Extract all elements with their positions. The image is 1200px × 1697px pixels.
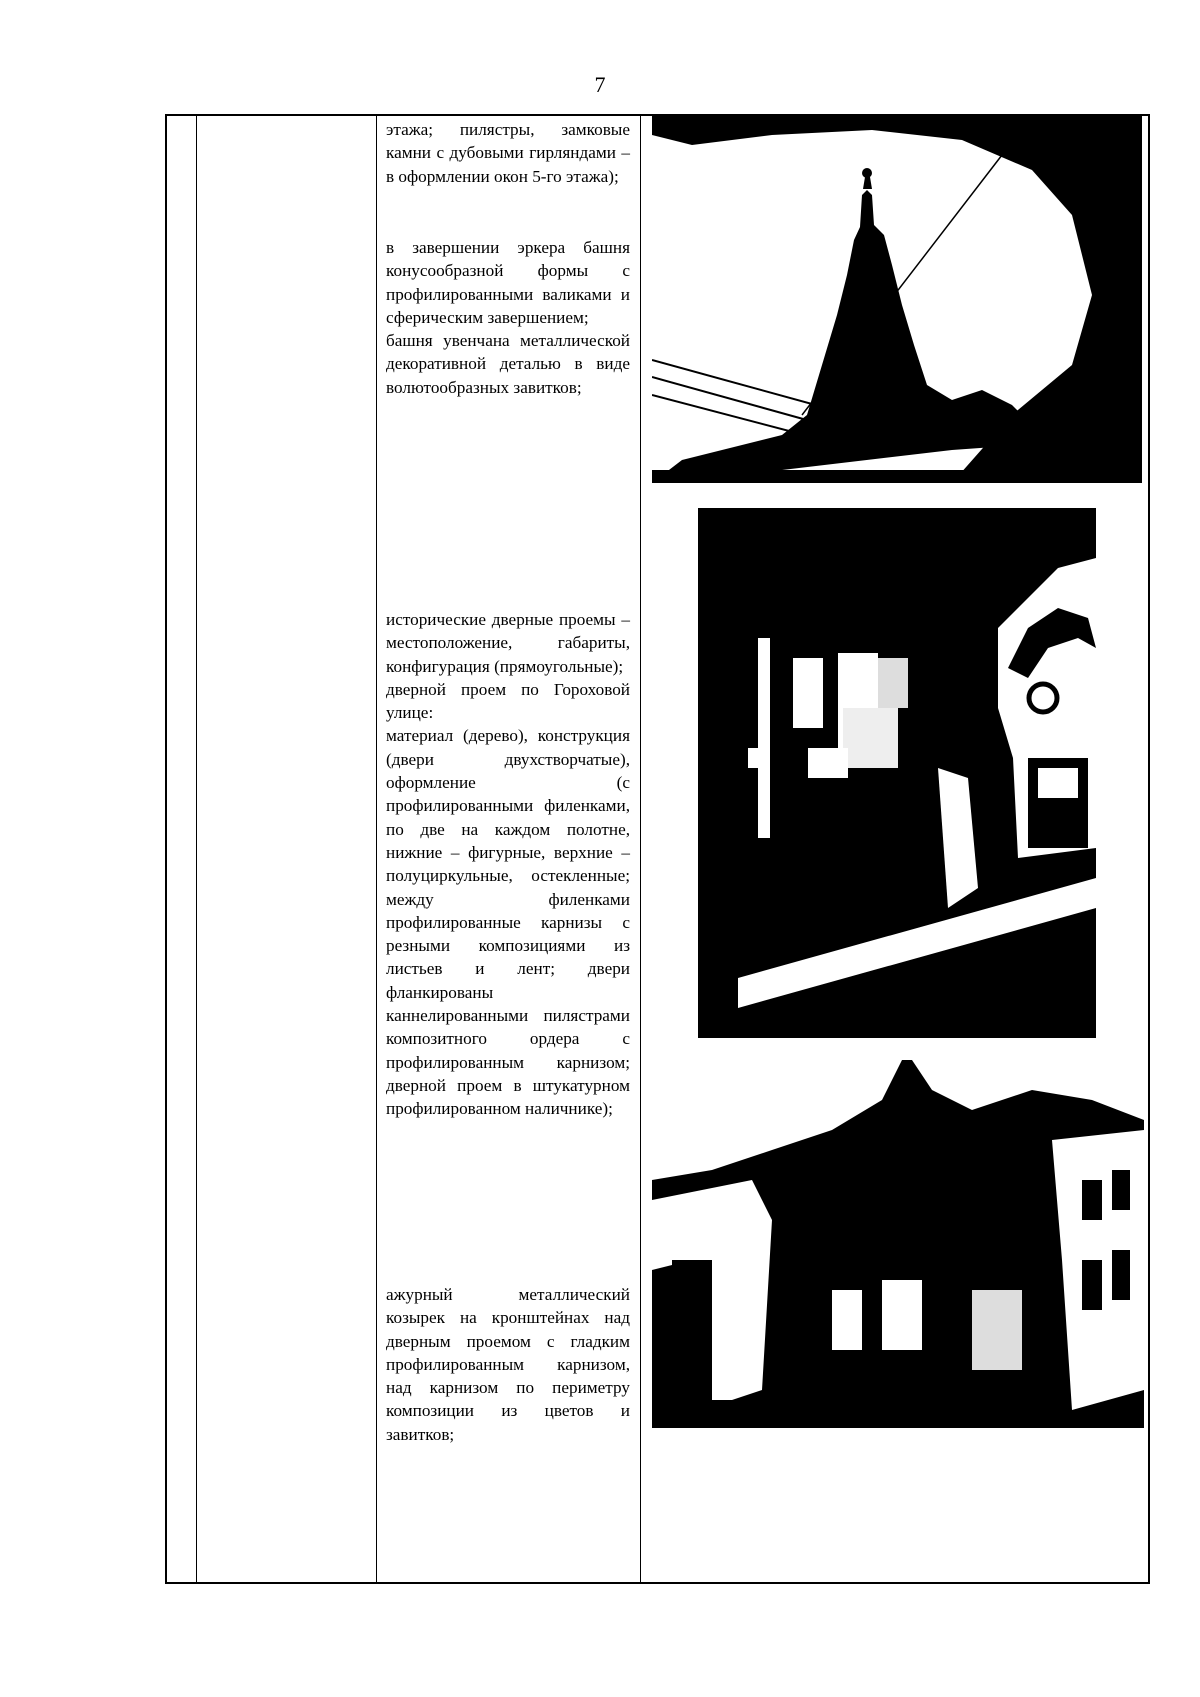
- text-block-1: [386, 118, 630, 188]
- text-paragraph: ажурный металлический козырек на кронштейнах над дверным проемом с гладким профилированным карнизом, над карнизом по периметру композиции из цветов и завитков;: [386, 1285, 630, 1444]
- column-divider-3: [640, 114, 641, 1584]
- text-block-2: [386, 236, 630, 399]
- text-block-3: [386, 608, 630, 1121]
- doorway-photo: [698, 508, 1096, 1038]
- text-paragraph: этажа; пилястры, замковые камни с дубовыми гирляндами – в оформлении окон 5-го этажа);: [386, 120, 630, 186]
- canopy-photo: [652, 1060, 1144, 1428]
- text-block-4: [386, 1283, 630, 1446]
- text-paragraph: башня увенчана металлической декоративной деталью в виде волютообразных завитков;: [386, 331, 630, 397]
- page-number: 7: [594, 72, 606, 97]
- column-divider-2: [376, 114, 377, 1584]
- text-paragraph: материал (дерево), конструкция (двери двухстворчатые), оформление (с профилированными филенками, по две на каждом полотне, нижние – фигурные, верхние – полуциркульные, остекленные; между филенками профилированные карнизы с резными композициями из листьев и лент; двери фланкированы каннелированными пилястрами композитного ордера с профилированным карнизом; дверной проем в штукатурном профилированном наличнике);: [386, 726, 630, 1119]
- column-divider-1: [196, 114, 197, 1584]
- text-paragraph: дверной проем по Гороховой улице:: [386, 679, 630, 723]
- text-paragraph: исторические дверные проемы – местоположение, габариты, конфигурация (прямоугольные);: [386, 610, 630, 676]
- tower-photo: [652, 115, 1142, 483]
- text-paragraph: в завершении эркера башня конусообразной формы с профилированными валиками и сферическим завершением;: [386, 238, 630, 327]
